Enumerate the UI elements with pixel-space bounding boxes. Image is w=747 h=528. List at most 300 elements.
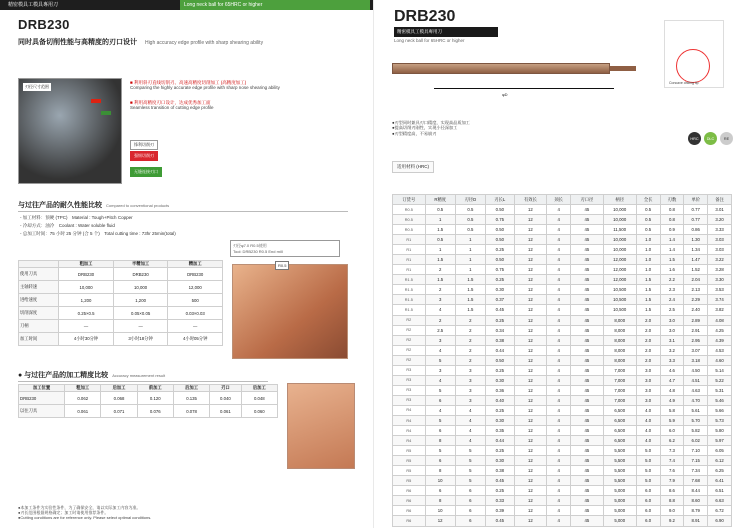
product-data-cell: 6.25 bbox=[708, 466, 732, 476]
product-data-cell: 0.77 bbox=[684, 215, 708, 225]
left-page bbox=[0, 0, 373, 528]
product-table-body bbox=[393, 205, 732, 527]
product-code-cell: R5 bbox=[393, 456, 426, 466]
product-data-cell: 4 bbox=[547, 466, 571, 476]
product-data-cell: 10,500 bbox=[603, 295, 636, 305]
product-row bbox=[393, 375, 732, 385]
product-data-cell: 0.25 bbox=[485, 486, 514, 496]
product-row bbox=[393, 285, 732, 295]
product-data-cell: 12 bbox=[514, 345, 547, 355]
product-data-cell: 8,000 bbox=[603, 345, 636, 355]
tool-photo bbox=[18, 78, 122, 184]
product-data-cell: 6.0 bbox=[636, 516, 660, 526]
product-data-cell: 6 bbox=[455, 486, 485, 496]
product-data-cell: 3.03 bbox=[708, 245, 732, 255]
product-data-cell: 0.25 bbox=[485, 365, 514, 375]
comparison-heading: 与过往产品的耐久性能比较 Compared to conventional products bbox=[18, 200, 348, 212]
right-band: 精密模具工模具專用刀 bbox=[394, 27, 498, 37]
product-data-cell: 3.0 bbox=[636, 365, 660, 375]
product-data-cell: 12 bbox=[514, 225, 547, 235]
product-code-cell: R1 bbox=[393, 245, 426, 255]
product-data-cell: 2.40 bbox=[684, 305, 708, 315]
product-row bbox=[393, 245, 732, 255]
tag-strong-edge: 强韧切削刃 bbox=[130, 151, 158, 161]
product-data-cell: 2.89 bbox=[684, 315, 708, 325]
product-column-header: 刃径D bbox=[455, 195, 485, 205]
product-data-cell: 2 bbox=[425, 285, 455, 295]
product-row bbox=[393, 205, 732, 215]
product-data-cell: 6 bbox=[455, 516, 485, 526]
product-data-cell: 2.5 bbox=[425, 325, 455, 335]
product-data-cell: 45 bbox=[571, 265, 604, 275]
product-data-cell: 2.0 bbox=[636, 325, 660, 335]
product-data-cell: 12 bbox=[514, 245, 547, 255]
tool-neck bbox=[610, 66, 636, 71]
product-data-cell: 12 bbox=[514, 405, 547, 415]
product-code-cell: R3 bbox=[393, 365, 426, 375]
product-data-cell: 0.38 bbox=[485, 466, 514, 476]
product-data-cell: 12 bbox=[514, 295, 547, 305]
product-data-cell: 8.6 bbox=[660, 486, 684, 496]
product-data-cell: 8.91 bbox=[684, 516, 708, 526]
product-data-cell: 6,500 bbox=[603, 426, 636, 436]
product-column-header: 订货号 bbox=[393, 195, 426, 205]
product-data-cell: 0.50 bbox=[485, 235, 514, 245]
product-data-cell: 1.5 bbox=[636, 305, 660, 315]
product-code-cell: R4 bbox=[393, 405, 426, 415]
product-data-cell: 2.0 bbox=[636, 345, 660, 355]
product-data-cell: 12 bbox=[514, 436, 547, 446]
product-data-cell: 1.5 bbox=[455, 275, 485, 285]
product-data-cell: 8,000 bbox=[603, 315, 636, 325]
product-data-cell: 0.50 bbox=[485, 355, 514, 365]
coating-icons bbox=[688, 132, 733, 145]
product-data-cell: 45 bbox=[571, 506, 604, 516]
product-data-cell: 10 bbox=[425, 506, 455, 516]
product-row bbox=[393, 516, 732, 526]
product-column-header: 有效长 bbox=[514, 195, 547, 205]
product-data-cell: 12 bbox=[514, 375, 547, 385]
product-data-cell: 10,000 bbox=[603, 235, 636, 245]
product-data-cell: 5.97 bbox=[708, 436, 732, 446]
product-data-cell: 1.0 bbox=[636, 255, 660, 265]
product-code-cell: R6 bbox=[393, 516, 426, 526]
product-data-cell: 5.22 bbox=[708, 375, 732, 385]
product-data-cell: 0.30 bbox=[485, 375, 514, 385]
product-data-cell: 2 bbox=[455, 315, 485, 325]
product-data-cell: 4 bbox=[547, 415, 571, 425]
product-data-cell: 10,000 bbox=[603, 205, 636, 215]
product-data-cell: 45 bbox=[571, 295, 604, 305]
product-data-cell: 5.0 bbox=[636, 456, 660, 466]
product-data-cell: 6.0 bbox=[636, 506, 660, 516]
product-data-cell: 45 bbox=[571, 305, 604, 315]
product-data-cell: 0.25 bbox=[485, 245, 514, 255]
product-data-cell: 5.82 bbox=[684, 426, 708, 436]
product-data-cell: 12 bbox=[514, 415, 547, 425]
product-data-cell: 7.6 bbox=[660, 466, 684, 476]
product-data-cell: 5,000 bbox=[603, 516, 636, 526]
product-data-cell: 8.79 bbox=[684, 506, 708, 516]
product-data-cell: 1.5 bbox=[425, 255, 455, 265]
product-data-cell: 7.9 bbox=[660, 476, 684, 486]
product-data-cell: 2.04 bbox=[684, 275, 708, 285]
product-data-cell: 4.51 bbox=[684, 375, 708, 385]
product-code-cell: R5 bbox=[393, 466, 426, 476]
product-column-header: R精度 bbox=[425, 195, 455, 205]
right-band-en: Long neck ball for 65HRC or higher bbox=[394, 38, 465, 43]
product-data-cell: 4 bbox=[547, 395, 571, 405]
product-data-cell: 45 bbox=[571, 486, 604, 496]
product-data-cell: 45 bbox=[571, 395, 604, 405]
product-data-cell: 12 bbox=[514, 506, 547, 516]
green-marker-icon bbox=[101, 111, 111, 115]
product-data-cell: 4.0 bbox=[636, 415, 660, 425]
product-row bbox=[393, 305, 732, 315]
product-data-cell: 45 bbox=[571, 426, 604, 436]
right-page bbox=[374, 0, 747, 528]
product-data-cell: 3.18 bbox=[684, 355, 708, 365]
product-data-cell: 4 bbox=[547, 446, 571, 456]
product-code-cell: R2 bbox=[393, 315, 426, 325]
product-data-cell: 3.30 bbox=[708, 275, 732, 285]
product-data-cell: 1.30 bbox=[684, 235, 708, 245]
product-data-cell: 11,500 bbox=[603, 225, 636, 235]
product-data-cell: 5.70 bbox=[684, 415, 708, 425]
product-data-cell: 45 bbox=[571, 245, 604, 255]
product-data-cell: 0.75 bbox=[485, 265, 514, 275]
accuracy-table: 加工位置 粗加工 后加工 前加工 后加工 刃口 后加工 DRB230 0.062 0.068 0.120 0.135 0.040 0.048 以往刀具 0.061 0.071 0.076 0.078 0.061 0.060 bbox=[18, 384, 278, 418]
product-data-cell: 3.07 bbox=[684, 345, 708, 355]
product-data-cell: 4 bbox=[547, 456, 571, 466]
feature-bullet-2: ■ 利用高精度刃口设计，达成优秀加工面 Seamless transition of cutting edge profile bbox=[130, 100, 214, 111]
product-data-cell: 10,000 bbox=[603, 215, 636, 225]
product-data-cell: 3.0 bbox=[660, 315, 684, 325]
product-data-cell: 0.9 bbox=[660, 225, 684, 235]
product-data-cell: 0.75 bbox=[485, 215, 514, 225]
product-data-cell: 12 bbox=[514, 446, 547, 456]
product-data-cell: 7,000 bbox=[603, 365, 636, 375]
product-data-cell: 5,000 bbox=[603, 486, 636, 496]
left-lead-en: High accuracy edge profile with sharp shearing ability bbox=[144, 40, 264, 46]
product-data-cell: 2 bbox=[455, 345, 485, 355]
product-data-cell: 8.60 bbox=[684, 496, 708, 506]
product-data-cell: 12,000 bbox=[603, 255, 636, 265]
product-code-cell: R4 bbox=[393, 436, 426, 446]
left-footnotes: ●本加工条件为实验性条件，为了确保安全，请以实际加工内容为准。 ●刃长范围根据规格确定；加工时请使用推荐条件。 ●Cutting conditions are for reference only. Please select optimal conditions. bbox=[18, 505, 152, 520]
product-data-cell: 5.8 bbox=[660, 405, 684, 415]
product-data-cell: 0.39 bbox=[485, 506, 514, 516]
product-data-cell: 12 bbox=[514, 355, 547, 365]
product-data-cell: 1.6 bbox=[660, 265, 684, 275]
product-data-cell: 5.80 bbox=[708, 426, 732, 436]
product-data-cell: 2 bbox=[425, 265, 455, 275]
product-data-cell: 4 bbox=[547, 295, 571, 305]
product-data-cell: 5 bbox=[425, 415, 455, 425]
product-data-cell: 1.5 bbox=[636, 295, 660, 305]
product-column-header: 刃口径 bbox=[571, 195, 604, 205]
product-data-cell: 2.5 bbox=[660, 305, 684, 315]
product-data-cell: 4 bbox=[547, 436, 571, 446]
product-row bbox=[393, 255, 732, 265]
product-code-cell: R5 bbox=[393, 446, 426, 456]
product-data-cell: 0.40 bbox=[485, 395, 514, 405]
product-column-header: 刃长L bbox=[485, 195, 514, 205]
product-row bbox=[393, 365, 732, 375]
accuracy-heading: ● 与过往产品的加工精度比较 Accuracy measurement result bbox=[18, 370, 268, 382]
product-data-cell: 6.63 bbox=[708, 496, 732, 506]
product-data-cell: 5.14 bbox=[708, 365, 732, 375]
product-data-cell: 0.25 bbox=[485, 446, 514, 456]
product-data-cell: 5 bbox=[455, 476, 485, 486]
product-data-cell: 12 bbox=[514, 496, 547, 506]
product-row bbox=[393, 275, 732, 285]
product-data-cell: 1 bbox=[425, 215, 455, 225]
product-data-cell: 8 bbox=[425, 436, 455, 446]
red-marker-icon bbox=[91, 99, 101, 103]
product-data-cell: 12 bbox=[514, 285, 547, 295]
product-row bbox=[393, 415, 732, 425]
product-row bbox=[393, 436, 732, 446]
product-row bbox=[393, 325, 732, 335]
product-data-cell: 45 bbox=[571, 345, 604, 355]
product-data-cell: 45 bbox=[571, 516, 604, 526]
product-data-cell: 2.95 bbox=[684, 335, 708, 345]
product-data-cell: 3.03 bbox=[708, 235, 732, 245]
product-data-cell: 4 bbox=[455, 415, 485, 425]
product-data-cell: 45 bbox=[571, 365, 604, 375]
product-code-cell: R1.5 bbox=[393, 305, 426, 315]
product-data-cell: 0.37 bbox=[485, 295, 514, 305]
product-data-cell: 0.5 bbox=[636, 205, 660, 215]
render-label-top: R0.5 bbox=[275, 261, 289, 270]
product-data-cell: 12,000 bbox=[603, 265, 636, 275]
product-data-cell: 6.90 bbox=[708, 516, 732, 526]
product-data-cell: 0.38 bbox=[485, 335, 514, 345]
product-data-cell: 6.0 bbox=[660, 426, 684, 436]
product-data-cell: 5 bbox=[455, 456, 485, 466]
product-data-cell: 0.5 bbox=[636, 225, 660, 235]
product-data-cell: 4.0 bbox=[636, 426, 660, 436]
product-row bbox=[393, 335, 732, 345]
product-data-cell: 0.25 bbox=[485, 405, 514, 415]
product-data-cell: 4.70 bbox=[684, 395, 708, 405]
product-data-cell: 3.0 bbox=[636, 375, 660, 385]
product-data-cell: 6.51 bbox=[708, 486, 732, 496]
product-data-cell: 4.9 bbox=[660, 395, 684, 405]
product-data-cell: 4 bbox=[547, 305, 571, 315]
product-data-cell: 3.0 bbox=[636, 385, 660, 395]
product-data-cell: 5.31 bbox=[708, 385, 732, 395]
product-data-cell: 3.20 bbox=[708, 215, 732, 225]
tool-shank bbox=[392, 63, 610, 74]
product-data-cell: 1.5 bbox=[455, 305, 485, 315]
left-top-band bbox=[0, 0, 373, 10]
product-data-cell: 7.15 bbox=[684, 456, 708, 466]
product-data-cell: 4 bbox=[547, 335, 571, 345]
product-data-cell: 8,000 bbox=[603, 335, 636, 345]
product-data-cell: 1.34 bbox=[684, 245, 708, 255]
product-data-cell: 3 bbox=[455, 395, 485, 405]
product-data-cell: 1.5 bbox=[455, 295, 485, 305]
product-data-cell: 7,000 bbox=[603, 385, 636, 395]
product-code-cell: R0.5 bbox=[393, 205, 426, 215]
product-data-cell: 6.72 bbox=[708, 506, 732, 516]
product-data-cell: 12 bbox=[514, 385, 547, 395]
product-data-cell: 6.0 bbox=[636, 496, 660, 506]
product-data-cell: 4.60 bbox=[708, 355, 732, 365]
product-data-cell: 0.5 bbox=[455, 215, 485, 225]
product-data-cell: 12 bbox=[514, 265, 547, 275]
perf-header: 精加工 bbox=[168, 261, 223, 268]
product-data-cell: 4 bbox=[547, 245, 571, 255]
product-data-cell: 2 bbox=[455, 355, 485, 365]
product-data-cell: 5.66 bbox=[708, 405, 732, 415]
product-data-cell: 0.30 bbox=[485, 285, 514, 295]
product-data-cell: 4.50 bbox=[684, 365, 708, 375]
product-data-cell: 45 bbox=[571, 205, 604, 215]
product-data-cell: 4 bbox=[547, 365, 571, 375]
product-data-cell: 45 bbox=[571, 235, 604, 245]
product-data-cell: 4 bbox=[455, 436, 485, 446]
product-row bbox=[393, 345, 732, 355]
material-spec-box: 适用材料 (HRC) bbox=[392, 161, 434, 173]
product-data-cell: 7.3 bbox=[660, 446, 684, 456]
product-row bbox=[393, 385, 732, 395]
product-data-cell: 2 bbox=[455, 325, 485, 335]
product-data-cell: 3.1 bbox=[660, 335, 684, 345]
product-data-cell: 4 bbox=[425, 305, 455, 315]
product-data-cell: 12 bbox=[514, 215, 547, 225]
product-data-cell: 0.35 bbox=[485, 426, 514, 436]
left-top-band-cn: 精密模具工模具專用刀 bbox=[8, 2, 59, 8]
product-code-cell: R2 bbox=[393, 335, 426, 345]
product-data-cell: 5.0 bbox=[636, 476, 660, 486]
product-data-cell: 5,500 bbox=[603, 476, 636, 486]
product-data-cell: 0.5 bbox=[425, 205, 455, 215]
product-code-cell: R3 bbox=[393, 385, 426, 395]
product-data-cell: 4 bbox=[425, 375, 455, 385]
product-column-header: 全长 bbox=[636, 195, 660, 205]
product-code-cell: R1 bbox=[393, 265, 426, 275]
product-data-cell: 8.44 bbox=[684, 486, 708, 496]
product-row bbox=[393, 426, 732, 436]
product-row bbox=[393, 456, 732, 466]
product-data-cell: 4 bbox=[455, 405, 485, 415]
product-data-cell: 0.34 bbox=[485, 325, 514, 335]
product-data-cell: 45 bbox=[571, 215, 604, 225]
tag-sharp-edge: 锋利切削刃 bbox=[130, 140, 158, 150]
product-data-cell: 0.50 bbox=[485, 255, 514, 265]
product-data-cell: 4 bbox=[547, 215, 571, 225]
product-column-header: 刃数 bbox=[660, 195, 684, 205]
product-row bbox=[393, 446, 732, 456]
product-data-cell: 4 bbox=[547, 385, 571, 395]
right-notes: ●刃型同时兼具刃口精度，实现高品质加工 ●提高切削刃刚性，实现小径深加工 ●刃型精度高，不易崩刃 bbox=[392, 120, 470, 136]
left-lead-title bbox=[18, 37, 354, 47]
product-data-cell: 4.6 bbox=[660, 365, 684, 375]
product-data-cell: 4 bbox=[547, 375, 571, 385]
product-data-cell: 3 bbox=[455, 375, 485, 385]
product-data-cell: 1 bbox=[455, 245, 485, 255]
product-data-cell: 12,000 bbox=[603, 275, 636, 285]
product-data-cell: 5.46 bbox=[708, 395, 732, 405]
product-data-cell: 6 bbox=[425, 395, 455, 405]
product-code-cell: R4 bbox=[393, 415, 426, 425]
product-data-cell: 1.5 bbox=[425, 225, 455, 235]
product-data-cell: 45 bbox=[571, 496, 604, 506]
product-data-cell: 12 bbox=[514, 395, 547, 405]
product-data-cell: 4 bbox=[547, 255, 571, 265]
product-data-cell: 1.5 bbox=[455, 285, 485, 295]
product-column-header: 颈长 bbox=[547, 195, 571, 205]
product-code-cell: R6 bbox=[393, 486, 426, 496]
product-data-cell: 2 bbox=[455, 335, 485, 345]
perf-header: 半精加工 bbox=[113, 261, 168, 268]
product-data-cell: 0.5 bbox=[455, 225, 485, 235]
feature-bullet-1: ■ 利用斜刃直线切削刃、高速高精度切削加工 (高精度加工) Comparing the highly accurate edge profile with sharp nose shearing ability bbox=[130, 80, 280, 91]
product-data-cell: 0.33 bbox=[485, 496, 514, 506]
product-data-cell: 3.28 bbox=[708, 265, 732, 275]
product-data-cell: 0.50 bbox=[485, 225, 514, 235]
product-data-cell: 7.68 bbox=[684, 476, 708, 486]
tool-dimension-line bbox=[434, 88, 614, 89]
product-data-cell: 4 bbox=[547, 315, 571, 325]
product-data-cell: 12 bbox=[514, 476, 547, 486]
product-data-cell: 4 bbox=[547, 496, 571, 506]
product-data-cell: 12 bbox=[514, 335, 547, 345]
product-data-cell: 2.0 bbox=[636, 355, 660, 365]
product-data-cell: 0.86 bbox=[684, 225, 708, 235]
product-data-cell: 2.4 bbox=[660, 295, 684, 305]
product-data-cell: 0.44 bbox=[485, 436, 514, 446]
product-data-cell: 4 bbox=[547, 275, 571, 285]
product-column-header: 备注 bbox=[708, 195, 732, 205]
product-data-cell: 3.53 bbox=[708, 285, 732, 295]
product-data-cell: 0.30 bbox=[485, 415, 514, 425]
product-row bbox=[393, 405, 732, 415]
product-data-cell: 4 bbox=[547, 265, 571, 275]
product-data-cell: 6.41 bbox=[708, 476, 732, 486]
product-data-cell: 4 bbox=[547, 486, 571, 496]
product-data-cell: 45 bbox=[571, 476, 604, 486]
product-data-cell: 12 bbox=[514, 235, 547, 245]
product-row bbox=[393, 215, 732, 225]
product-code-cell: R0.5 bbox=[393, 225, 426, 235]
product-data-cell: 1.52 bbox=[684, 265, 708, 275]
product-data-cell: 4 bbox=[547, 506, 571, 516]
product-code-cell: R2 bbox=[393, 355, 426, 365]
product-code-cell: R1.5 bbox=[393, 295, 426, 305]
product-data-cell: 45 bbox=[571, 436, 604, 446]
product-data-cell: 6 bbox=[455, 496, 485, 506]
product-data-cell: 6.0 bbox=[636, 486, 660, 496]
product-row bbox=[393, 476, 732, 486]
product-row bbox=[393, 235, 732, 245]
product-row bbox=[393, 265, 732, 275]
product-data-cell: 12 bbox=[514, 255, 547, 265]
left-top-band-en: Long neck ball for 65HRC or higher bbox=[180, 0, 370, 10]
product-data-cell: 45 bbox=[571, 325, 604, 335]
product-code-cell: R2 bbox=[393, 345, 426, 355]
product-data-cell: 9.2 bbox=[660, 516, 684, 526]
product-data-cell: 9.0 bbox=[660, 506, 684, 516]
product-data-cell: 0.25 bbox=[485, 275, 514, 285]
product-data-cell: 7.34 bbox=[684, 466, 708, 476]
product-data-cell: 4 bbox=[547, 426, 571, 436]
product-data-cell: 8,000 bbox=[603, 355, 636, 365]
product-data-cell: 0.50 bbox=[485, 205, 514, 215]
